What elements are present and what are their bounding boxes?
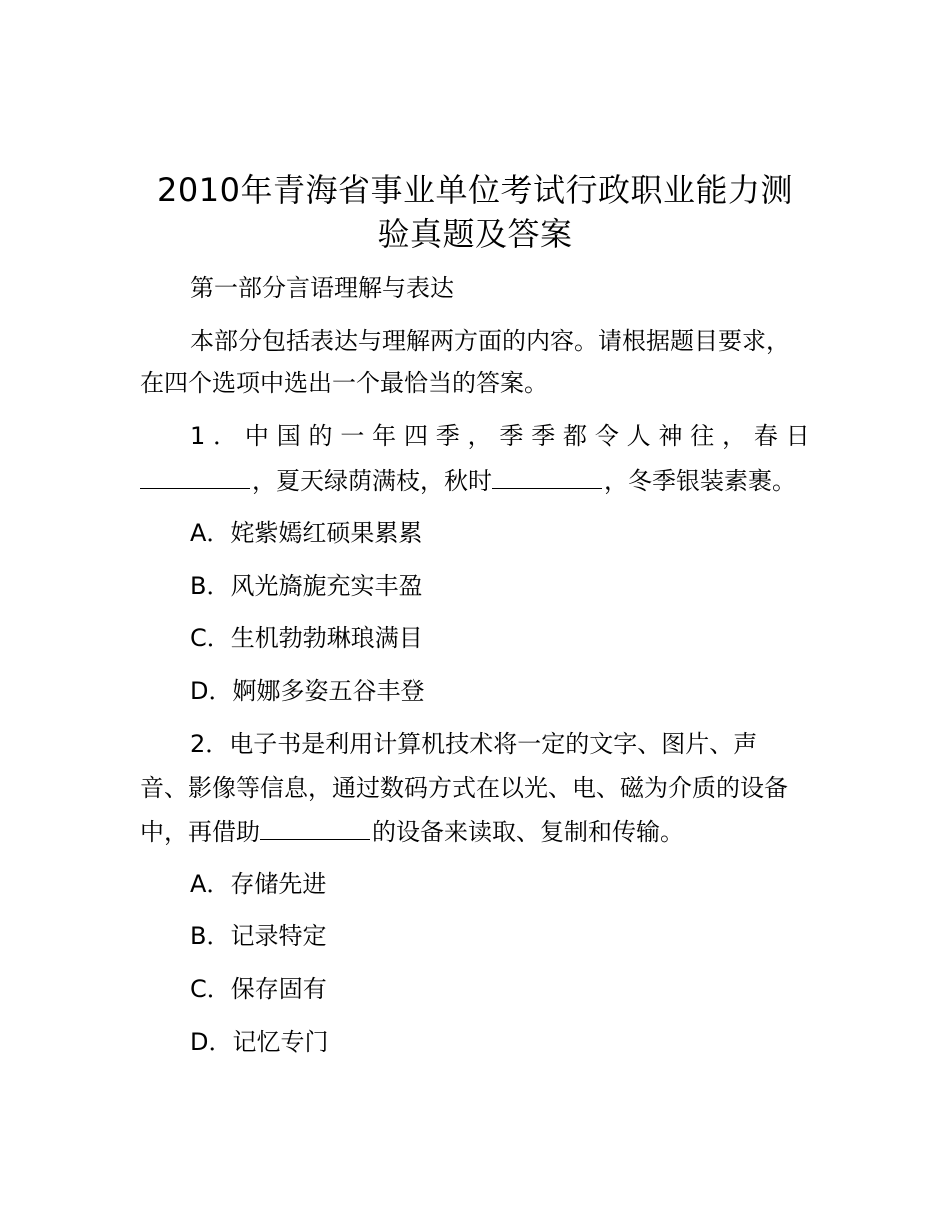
q2-option-d: D．记忆专门	[190, 1028, 329, 1056]
q1-line-2-part-2: ，冬季银装素裹。	[604, 467, 796, 495]
q1-char: 年	[372, 422, 397, 450]
q1-char: ，	[722, 422, 747, 450]
q1-char: 四	[403, 422, 428, 450]
q2-line-3-part-1: 中，再借助	[140, 818, 260, 846]
intro-line-1: 本部分包括表达与理解两方面的内容。请根据题目要求，	[190, 327, 790, 355]
title-line-1: 2010年青海省事业单位考试行政职业能力测	[157, 171, 793, 209]
q1-char: 季	[435, 422, 460, 450]
q1-char: 国	[276, 422, 301, 450]
q1-char: 季	[531, 422, 556, 450]
q1-char: 日	[785, 422, 810, 450]
q1-line-1	[190, 420, 810, 452]
section-heading: 第一部分言语理解与表达	[190, 274, 454, 302]
q1-char: 令	[594, 422, 619, 450]
q1-char: ，	[467, 422, 492, 450]
q1-option-b: B．风光旖旎充实丰盈	[190, 572, 423, 600]
q1-char: 的	[308, 422, 333, 450]
q1-option-c: C．生机勃勃琳琅满目	[190, 624, 423, 652]
q1-char: 神	[658, 422, 683, 450]
q1-char: ．	[213, 422, 238, 450]
q1-char: 往	[690, 422, 715, 450]
q1-char: 季	[499, 422, 524, 450]
q1-char: 1	[190, 422, 206, 450]
q1-char: 中	[244, 422, 269, 450]
q2-option-c: C．保存固有	[190, 975, 327, 1003]
title-line-2: 验真题及答案	[377, 215, 573, 253]
q2-option-b: B．记录特定	[190, 922, 327, 950]
q2-line-3-part-2: 的设备来读取、复制和传输。	[372, 818, 684, 846]
q1-char: 人	[626, 422, 651, 450]
q1-blank-1	[140, 464, 250, 489]
q1-option-a: A．姹紫嫣红硕果累累	[190, 519, 423, 547]
q2-option-a: A．存储先进	[190, 870, 327, 898]
q1-char: 都	[563, 422, 588, 450]
q2-line-1: 2．电子书是利用计算机技术将一定的文字、图片、声	[190, 730, 758, 758]
q1-blank-2	[492, 464, 602, 489]
q1-char: 春	[753, 422, 778, 450]
intro-line-2: 在四个选项中选出一个最恰当的答案。	[140, 369, 548, 397]
q1-line-2	[140, 464, 810, 497]
q2-blank	[260, 815, 370, 840]
q1-line-2-part-1: ，夏天绿荫满枝，秋时	[252, 467, 492, 495]
q1-option-d: D．婀娜多姿五谷丰登	[190, 677, 425, 705]
q2-line-2: 音、影像等信息，通过数码方式在以光、电、磁为介质的设备	[140, 774, 788, 802]
q2-line-3	[140, 815, 810, 848]
q1-char: 一	[340, 422, 365, 450]
